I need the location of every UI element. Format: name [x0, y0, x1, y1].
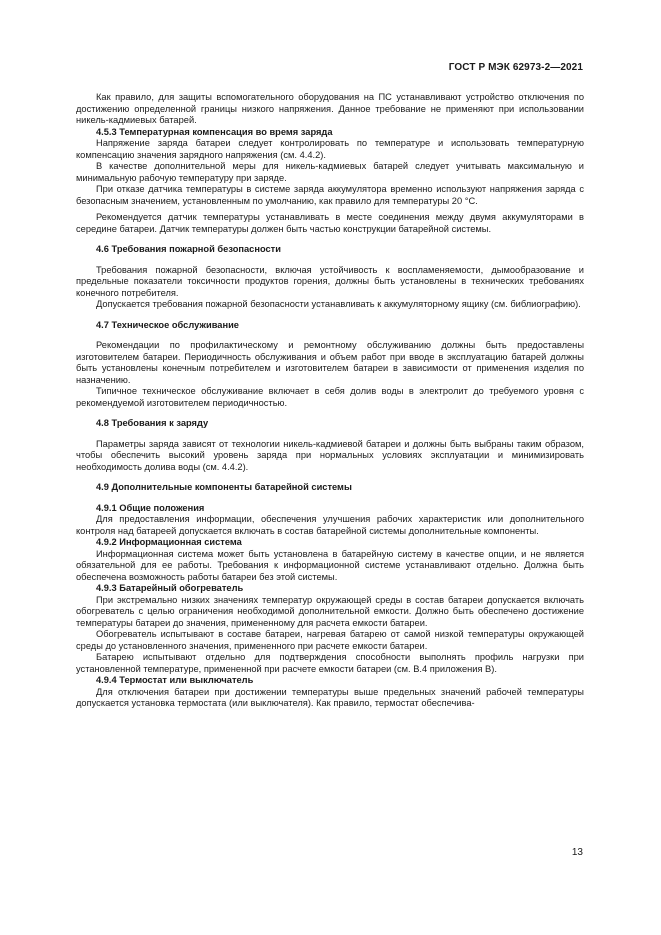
section-title-4-7: 4.7 Техническое обслуживание — [96, 319, 239, 330]
section-title-4-9: 4.9 Дополнительные компоненты батарейной системы — [96, 482, 352, 492]
paragraph: При экстремально низких значениях температур окружающей среды в состав батареи допускается включать обогреватель с целью ограничения необходимой дополнительной емкости. Должно быть обеспечено достижение температуры батареи до значения, примененному для расчета емкости батареи. — [76, 594, 584, 628]
paragraph: Батарею испытывают отдельно для подтверждения способности выполнять профиль нагрузки при установленной температуре, примененной при расчете емкости батареи (см. В.4 приложения В). — [76, 652, 584, 674]
paragraph: Требования пожарной безопасности, включая устойчивость к воспламеняемости, дымообразование и предельные показатели токсичности продуктов горения, должны быть установлены в технических требованиях конечного потребителя. — [76, 264, 584, 298]
paragraph: Обогреватель испытывают в составе батареи, нагревая батарею от самой низкой температуры окружающей среды до установленного значения, примененного при расчете емкости батареи. — [76, 629, 584, 651]
section-title-4-9-2: 4.9.2 Информационная система — [96, 537, 242, 547]
section-title-4-9-3: 4.9.3 Батарейный обогреватель — [96, 583, 244, 593]
section-title-4-8: 4.8 Требования к заряду — [96, 418, 209, 428]
section-title-4-5-3: 4.5.3 Температурная компенсация во время заряда — [96, 126, 333, 137]
paragraph: Допускается требования пожарной безопасности устанавливать к аккумуляторному ящику (см. библиографию). — [96, 299, 581, 309]
paragraph: Типичное техническое обслуживание включает в себя долив воды в электролит до требуемого уровня с рекомендуемой изготовителем периодичностью. — [76, 386, 584, 408]
paragraph: Параметры заряда зависят от технологии никель-кадмиевой батареи и должны быть выбраны таким образом, чтобы обеспечить высокий уровень заряда при нормальных условиях эксплуатации и минимизировать необходимость долива воды (см. 4.4.2). — [76, 438, 584, 472]
paragraph: Информационная система может быть установлена в батарейную систему в качестве опции, и не является обязательной для ее работы. Требования к информационной системе устанавливают отдельно. Должна быть обеспечена возможность работы батареи без этой системы. — [76, 548, 584, 582]
paragraph: Рекомендуется датчик температуры устанавливать в месте соединения между двумя аккумуляторами в середине батареи. Датчик температуры должен быть частью конструкции батарейной системы. — [76, 212, 584, 234]
document-header: ГОСТ Р МЭК 62973-2—2021 — [448, 62, 583, 73]
paragraph: Для предоставления информации, обеспечения улучшения рабочих характеристик или дополнительного контроля над батареей допускается включать в состав батарейной системы дополнительные компоненты. — [76, 514, 584, 536]
paragraph: Как правило, для защиты вспомогательного оборудования на ПС устанавливают устройство отключения по достижению определенной границы низкого напряжения. Данное требование не применяют при использовании никель-кадмиевых батарей. — [76, 92, 584, 125]
page-number: 13 — [571, 847, 583, 858]
section-title-4-9-4: 4.9.4 Термостат или выключатель — [96, 675, 254, 685]
paragraph: В качестве дополнительной меры для никель-кадмиевых батарей следует учитывать максимальную и минимальную рабочую температуру при заряде. — [76, 161, 584, 183]
paragraph: Для отключения батареи при достижении температуры выше предельных значений рабочей температуры допускается установка термостата (или выключателя). Как правило, термостат обеспечива- — [76, 686, 584, 708]
paragraph: Напряжение заряда батареи следует контролировать по температуре и использовать температурную компенсацию значения зарядного напряжения (см. 4.4.2). — [76, 138, 584, 160]
paragraph: Рекомендации по профилактическому и ремонтному обслуживанию должны быть предоставлены изготовителем батареи. Периодичность обслуживания и объем работ при вводе в эксплуатацию батарей должны быть установлены конечным потребителем и изготовителем батареи в зависимости от применения изделия по назначению. — [76, 340, 584, 385]
document-body — [76, 92, 584, 710]
section-title-4-6: 4.6 Требования пожарной безопасности — [96, 244, 281, 254]
paragraph: При отказе датчика температуры в системе заряда аккумулятора временно используют напряжения заряда с безопасным значением, установленным по умолчанию, как правило для температуры 20 °С. — [76, 184, 584, 206]
section-title-4-9-1: 4.9.1 Общие положения — [96, 502, 205, 513]
